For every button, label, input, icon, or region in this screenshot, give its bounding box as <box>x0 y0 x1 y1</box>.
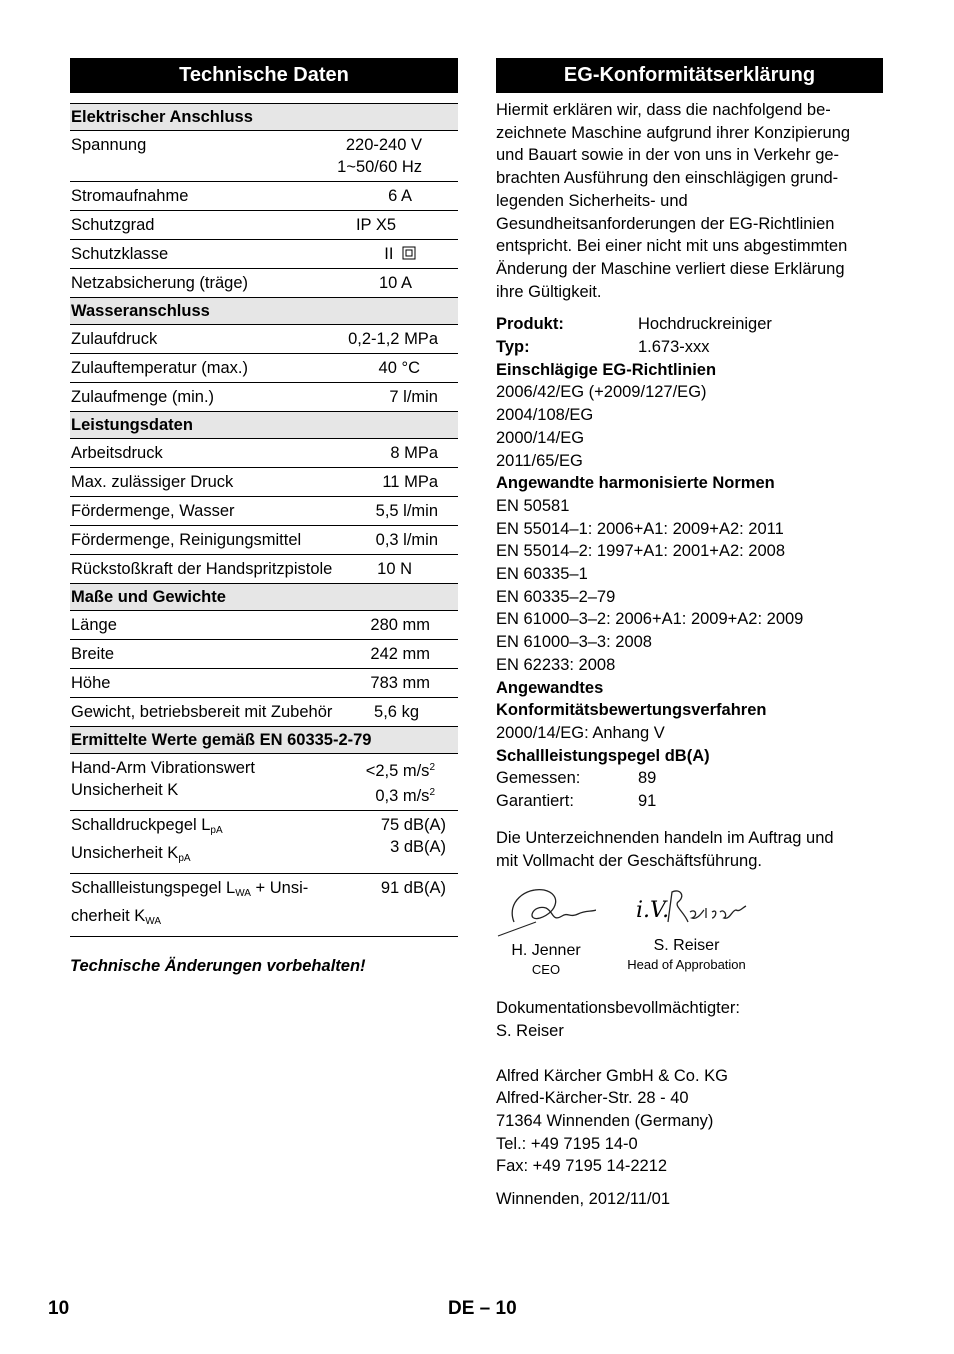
page-number: 10 <box>48 1298 70 1319</box>
procedure-heading: Angewandtes <box>496 678 604 697</box>
conformity-title: EG-Konformitätserklärung <box>496 58 883 93</box>
group-header: Leistungsdaten <box>70 412 458 439</box>
table-row: Breite 242 mm <box>70 640 458 669</box>
table-row: Fördermenge, Reinigungsmittel 0,3 l/min <box>70 526 458 555</box>
technical-data-column <box>70 58 458 976</box>
technical-changes-note: Technische Änderungen vorbehalten! <box>70 957 366 975</box>
directive-item: 2011/65/EG <box>496 451 583 470</box>
table-row: Länge 280 mm <box>70 611 458 640</box>
signatures <box>496 882 883 977</box>
standard-item: EN 55014–2: 1997+A1: 2001+A2: 2008 <box>496 542 785 561</box>
address-line: 71364 Winnenden (Germany) <box>496 1112 714 1131</box>
directive-item: 2006/42/EG (+2009/127/EG) <box>496 383 707 402</box>
table-row: Gewicht, betriebsbereit mit Zubehör 5,6 kg <box>70 698 458 727</box>
standard-item: EN 50581 <box>496 496 570 515</box>
group-header: Wasseranschluss <box>70 298 458 325</box>
table-row: Arbeitsdruck 8 MPa <box>70 439 458 468</box>
table-row: Max. zulässiger Druck 11 MPa <box>70 468 458 497</box>
table-row: Höhe 783 mm <box>70 669 458 698</box>
directive-item: 2000/14/EG <box>496 428 585 447</box>
table-row: Zulauftemperatur (max.) 40 °C <box>70 354 458 383</box>
authority-paragraph: Die Unterzeichnenden handeln im Auftrag und mit Vollmacht der Geschäftsführung. <box>496 828 834 870</box>
standard-item: EN 60335–1 <box>496 565 588 584</box>
table-row: Hand-Arm Vibrationswert Unsicherheit K <2,5 $m/s^2$ 0,3 $m/s^2$ <box>70 754 458 811</box>
address-line: Fax: +49 7195 14-2212 <box>496 1157 668 1176</box>
group-header: Maße und Gewichte <box>70 584 458 611</box>
table-row: Schutzgrad IP X5 <box>70 211 458 240</box>
standard-item: EN 62233: 2008 <box>496 655 616 674</box>
standard-item: EN 60335–2–79 <box>496 587 616 606</box>
table-row: Stromaufnahme 6 A <box>70 182 458 211</box>
signature-reiser: i.V. S. Reiser Head of Approbation <box>624 882 749 975</box>
procedure-heading: Konformitätsbewertungsverfahren <box>496 701 767 720</box>
product-row: Produkt: Hochdruckreiniger <box>496 315 772 334</box>
table-row: Schalldruckpegel $L_{pA}$ Unsicherheit $K_{pA}$ 75 dB(A) 3 dB(A) <box>70 811 458 874</box>
signature-jenner-graphic <box>496 882 596 937</box>
table-row: Zulaufdruck 0,2-1,2 MPa <box>70 325 458 354</box>
directives-heading: Einschlägige EG-Richtlinien <box>496 360 717 379</box>
measured-row: Gemessen: 89 <box>496 769 657 788</box>
address-line: Alfred-Kärcher-Str. 28 - 40 <box>496 1089 689 1108</box>
group-header: Ermittelte Werte gemäß EN 60335-2-79 <box>70 727 458 754</box>
conformity-column <box>496 58 883 1211</box>
table-row: Rückstoßkraft der Handspritzpistole 10 N <box>70 555 458 584</box>
doc-authorized-name: S. Reiser <box>496 1021 564 1040</box>
table-row: Spannung 220-240 V 1~50/60 Hz <box>70 131 458 182</box>
standard-item: EN 61000–3–2: 2006+A1: 2009+A2: 2009 <box>496 610 804 629</box>
address-line: Tel.: +49 7195 14-0 <box>496 1134 638 1153</box>
address-line: Alfred Kärcher GmbH & Co. KG <box>496 1066 728 1085</box>
procedure-value: 2000/14/EG: Anhang V <box>496 723 665 742</box>
standard-item: EN 55014–1: 2006+A1: 2009+A2: 2011 <box>496 519 784 538</box>
table-row: Fördermenge, Wasser 5,5 l/min <box>70 497 458 526</box>
technical-data-title: Technische Daten <box>70 58 458 93</box>
table-row: Zulaufmenge (min.) 7 l/min <box>70 383 458 412</box>
signature-reiser-graphic <box>624 882 749 937</box>
table-row: Schallleistungspegel $L_{WA}$ + Unsi- cherheit $K_{WA}$ 91 dB(A) <box>70 874 458 937</box>
signature-prefix: i.V. <box>636 898 670 924</box>
sound-power-heading: Schallleistungspegel dB(A) <box>496 746 710 765</box>
table-row: Schutzklasse II <box>70 240 458 269</box>
table-row: Netzabsicherung (träge) 10 A <box>70 269 458 298</box>
intro-paragraph: Hiermit erklären wir, dass die nachfolgend be- zeichnete Maschine aufgrund ihrer Konzipierung und Bauart sowie in der von uns in Verkehr ge- brachten Ausführung den einschlägigen grund- legenden Sicherheits- und Gesundheitsanforderungen der EG-Richtlinien entspricht. Bei einer nicht mit uns abgestimmten Änderung der Maschine verliert diese Erklärung ihre Gültigkeit. <box>496 101 851 301</box>
page-label: DE – 10 <box>448 1298 517 1319</box>
standards-heading: Angewandte harmonisierte Normen <box>496 474 775 493</box>
doc-authorized-label: Dokumentationsbevollmächtigter: <box>496 999 740 1018</box>
standard-item: EN 61000–3–3: 2008 <box>496 633 652 652</box>
specs-table <box>70 103 458 937</box>
signature-jenner: H. Jenner CEO <box>496 882 596 980</box>
guaranteed-row: Garantiert: 91 <box>496 792 657 811</box>
group-header: Elektrischer Anschluss <box>70 104 458 131</box>
place-date: Winnenden, 2012/11/01 <box>496 1190 670 1209</box>
directive-item: 2004/108/EG <box>496 406 594 425</box>
protection-class-ii-icon <box>402 246 416 260</box>
type-row: Typ: 1.673-xxx <box>496 338 710 357</box>
